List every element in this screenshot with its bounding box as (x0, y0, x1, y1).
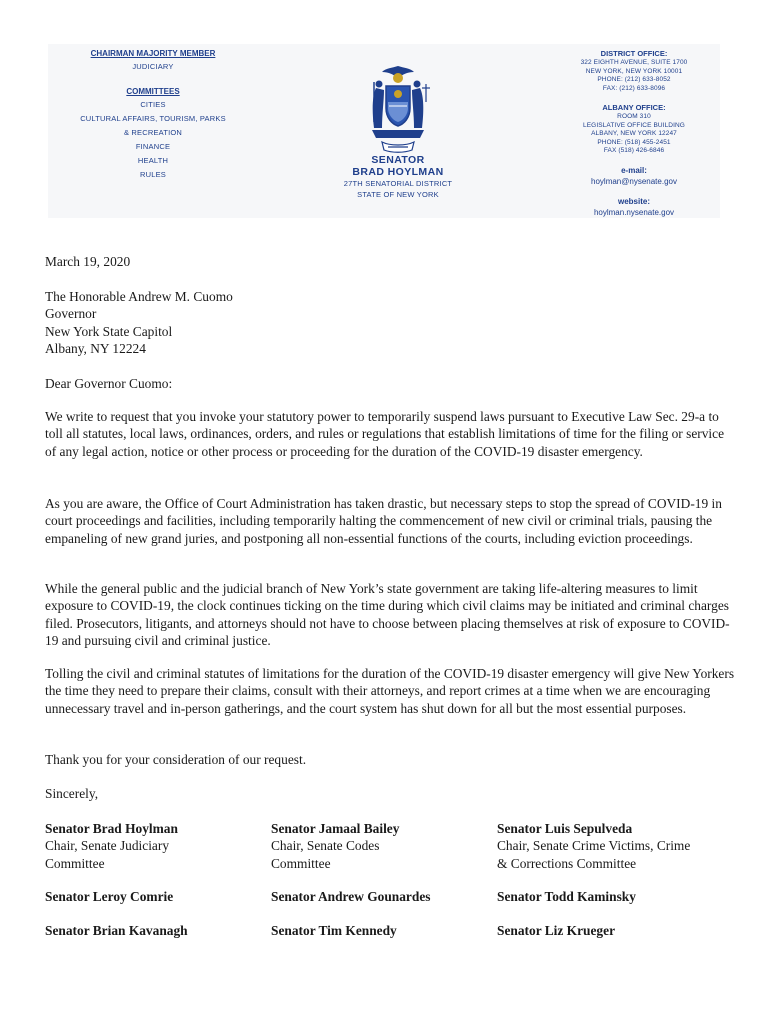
signatory (271, 888, 501, 905)
signatory-title: Chair, Senate Crime Victims, Crime (497, 838, 691, 854)
signatory-name: Senator Liz Krueger (497, 923, 616, 938)
state-name: STATE OF NEW YORK (357, 190, 439, 199)
signatory-name: Senator Luis Sepulveda (497, 821, 633, 836)
email-heading: e-mail: (621, 165, 647, 175)
committee-item: CULTURAL AFFAIRS, TOURISM, PARKS (80, 114, 226, 123)
committee-item: CITIES (140, 100, 166, 109)
body-paragraph: While the general public and the judicial branch of New York’s state government are taking life-altering measures to limit exposure to COVID-19, the clock continues ticking on the time during which civil claims may be initiated and criminal charges filed. Prosecutors, litigants, and attorneys should not have to choose between placing themselves at risk of exposure to COVID-19 and pursuing civil and criminal justice. (45, 581, 730, 648)
albany-office-line: ALBANY, NEW YORK 12247 (591, 130, 677, 137)
senator-block (318, 62, 478, 200)
body-paragraph: We write to request that you invoke your statutory power to temporarily suspend laws pursuant to Executive Law Sec. 29-a to toll all statutes, local laws, ordinances, orders, and rules or regulations that establish limitations of time for the filing or service of any legal action, notice or other process or proceeding for the duration of the COVID-19 disaster emergency. (45, 409, 725, 459)
signatory (271, 820, 501, 872)
signatory (271, 922, 501, 939)
senatorial-district: 27TH SENATORIAL DISTRICT (343, 179, 453, 188)
signatory-name: Senator Leroy Comrie (45, 889, 174, 904)
district-office-line: 322 EIGHTH AVENUE, SUITE 1700 (580, 59, 688, 66)
signatory-name: Senator Tim Kennedy (271, 923, 397, 938)
signatory-title: & Corrections Committee (497, 855, 637, 871)
albany-office-line: LEGISLATIVE OFFICE BUILDING (583, 121, 685, 129)
committee-item: HEALTH (137, 156, 169, 165)
signatory-name: Senator Jamaal Bailey (271, 821, 400, 836)
signatory (45, 888, 275, 905)
district-office-line: PHONE: (212) 633-8052 (597, 76, 671, 83)
body-paragraph: As you are aware, the Office of Court Administration has taken drastic, but necessary steps to stop the spread of COVID-19 in court proceedings and facilities, including temporarily halting the commencement of new civil or criminal trials, pausing the empaneling of new grand juries, and postponing all non-essential functions of the courts, including eviction proceedings. (45, 496, 722, 546)
signatory-name: Senator Brian Kavanagh (45, 923, 188, 938)
email-link[interactable]: hoylman@nysenate.gov (591, 176, 677, 186)
signatory (45, 922, 275, 939)
committee-item: FINANCE (135, 142, 171, 151)
address-line: New York State Capitol (45, 323, 173, 339)
committee-column (48, 48, 258, 182)
chairman-role: JUDICIARY (132, 62, 174, 71)
district-office-heading: DISTRICT OFFICE: (600, 49, 668, 58)
website-heading: website: (617, 196, 650, 206)
letter-date: March 19, 2020 (45, 254, 131, 269)
thanks-line: Thank you for your consideration of our request. (45, 752, 307, 767)
office-column (548, 48, 720, 218)
salutation: Dear Governor Cuomo: (45, 376, 173, 391)
albany-office-line: ROOM 310 (617, 113, 651, 120)
signatory-name: Senator Andrew Gounardes (271, 889, 431, 904)
signatory-title: Chair, Senate Judiciary (45, 838, 170, 854)
signatory-name: Senator Todd Kaminsky (497, 889, 636, 904)
website-link[interactable]: hoylman.nysenate.gov (593, 207, 675, 217)
albany-office-line: FAX (518) 426-6846 (603, 147, 665, 154)
albany-office-line: PHONE: (518) 455-2451 (597, 138, 671, 146)
body-paragraph: Tolling the civil and criminal statutes of limitations for the duration of the COVID-19 disaster emergency will give New Yorkers the time they need to prepare their claims, consult with their attorneys, and report crimes at a time when we are encouraging unnecessary travel and in-person gatherings, and the court system has shut down for all but the most essential purposes. (45, 666, 735, 716)
new-york-seal-icon (362, 62, 434, 154)
recipient-address (45, 288, 233, 357)
letterhead (48, 44, 720, 218)
signatory-name: Senator Brad Hoylman (45, 821, 178, 836)
senator-title: SENATOR (371, 154, 425, 166)
signatory-title: Chair, Senate Codes (271, 838, 380, 854)
closing: Sincerely, (45, 786, 99, 801)
committee-item: RULES (139, 170, 166, 179)
committees-heading: COMMITTEES (126, 87, 180, 96)
senator-name: BRAD HOYLMAN (352, 166, 444, 178)
address-line: Governor (45, 306, 97, 322)
signatory (45, 820, 275, 872)
albany-office-heading: ALBANY OFFICE: (602, 103, 666, 112)
committee-item: & RECREATION (123, 128, 183, 137)
chairman-heading: CHAIRMAN MAJORITY MEMBER (90, 49, 216, 58)
district-office-line: NEW YORK, NEW YORK 10001 (585, 67, 683, 75)
signatory-title: Committee (45, 855, 105, 871)
signatory (497, 888, 727, 905)
address-line: Albany, NY 12224 (45, 340, 146, 356)
signatory (497, 922, 727, 939)
address-line: The Honorable Andrew M. Cuomo (45, 289, 233, 304)
district-office-line: FAX: (212) 633-8096 (602, 84, 666, 92)
signatory-title: Committee (271, 855, 331, 871)
signatory (497, 820, 737, 872)
